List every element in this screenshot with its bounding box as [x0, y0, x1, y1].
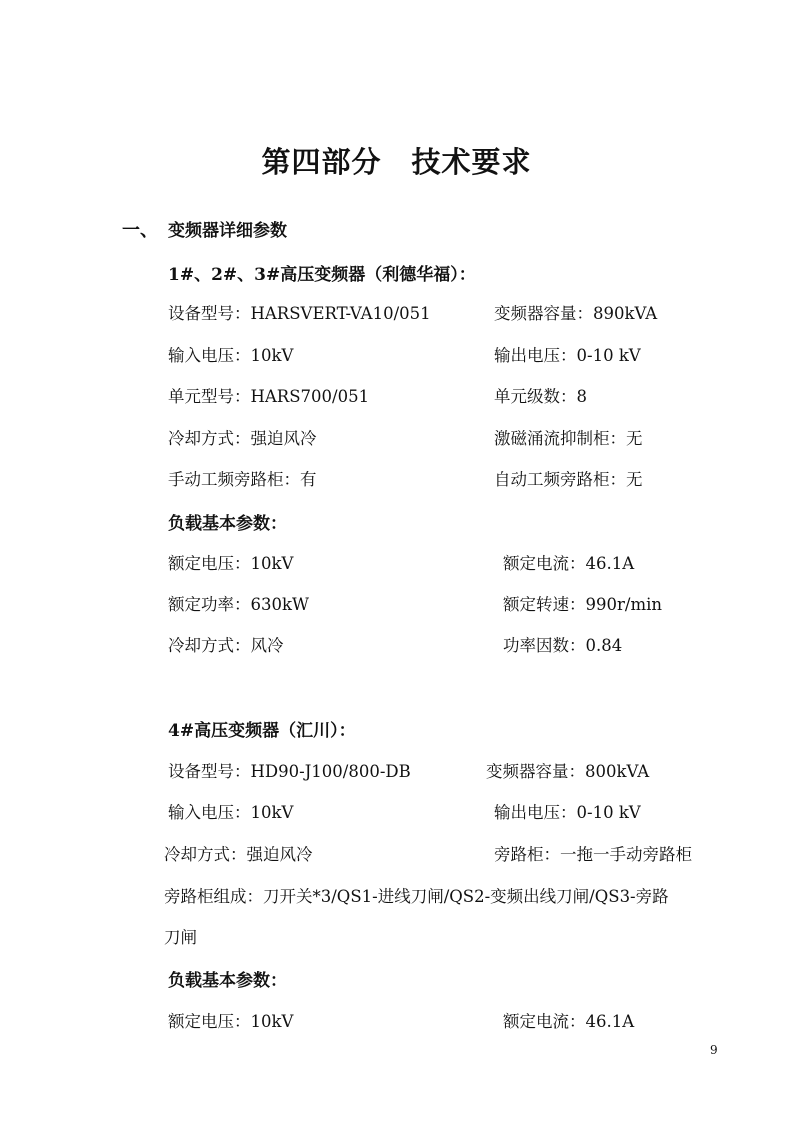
spec-model: 设备型号：HARSVERT-VA10/051: [168, 304, 431, 323]
spec-manual-bypass: 手动工频旁路柜：有: [168, 470, 317, 489]
spec-capacity: 变频器容量：890kVA: [494, 304, 658, 323]
load-rated-current: 额定电流：46.1A: [503, 1012, 635, 1031]
spec-cooling: 冷却方式：强迫风冷: [168, 429, 317, 448]
group-heading: 1#、2#、3#高压变频器（利德华福）：: [168, 265, 476, 285]
page-title: 第四部分 技术要求: [261, 145, 532, 179]
spec-unit-stages: 单元级数：8: [494, 387, 587, 406]
spec-output-voltage: 输出电压：0-10 kV: [494, 346, 641, 365]
load-rated-voltage: 额定电压：10kV: [168, 554, 294, 573]
spec-output-voltage: 输出电压：0-10 kV: [494, 803, 641, 822]
spec-input-voltage: 输入电压：10kV: [168, 803, 294, 822]
spec-capacity: 变频器容量：800kVA: [486, 762, 650, 781]
load-rated-power: 额定功率：630kW: [168, 595, 309, 614]
spec-inrush-cabinet: 激磁涌流抑制柜：无: [494, 429, 643, 448]
section-number: 一、: [122, 220, 158, 241]
section-title: 变频器详细参数: [168, 221, 287, 241]
load-rated-speed: 额定转速：990r/min: [503, 595, 662, 614]
group-heading: 4#高压变频器（汇川）：: [168, 721, 356, 741]
load-cooling: 冷却方式：风冷: [168, 636, 284, 655]
spec-bypass-cabinet: 旁路柜：一拖一手动旁路柜: [494, 845, 692, 864]
spec-model: 设备型号：HD90-J100/800-DB: [168, 762, 411, 781]
load-rated-voltage: 额定电压：10kV: [168, 1012, 294, 1031]
spec-input-voltage: 输入电压：10kV: [168, 346, 294, 365]
bypass-composition-line2: 刀闸: [164, 928, 197, 947]
load-heading: 负载基本参数：: [168, 971, 287, 991]
bypass-composition-line1: 旁路柜组成：刀开关*3/QS1-进线刀闸/QS2-变频出线刀闸/QS3-旁路: [164, 887, 669, 906]
spec-unit-model: 单元型号：HARS700/051: [168, 387, 370, 406]
load-rated-current: 额定电流：46.1A: [503, 554, 635, 573]
page-number: 9: [710, 1043, 718, 1057]
spec-cooling: 冷却方式：强迫风冷: [164, 845, 313, 864]
spec-auto-bypass: 自动工频旁路柜：无: [494, 470, 643, 489]
load-heading: 负载基本参数：: [168, 514, 287, 534]
load-power-factor: 功率因数：0.84: [503, 636, 623, 655]
